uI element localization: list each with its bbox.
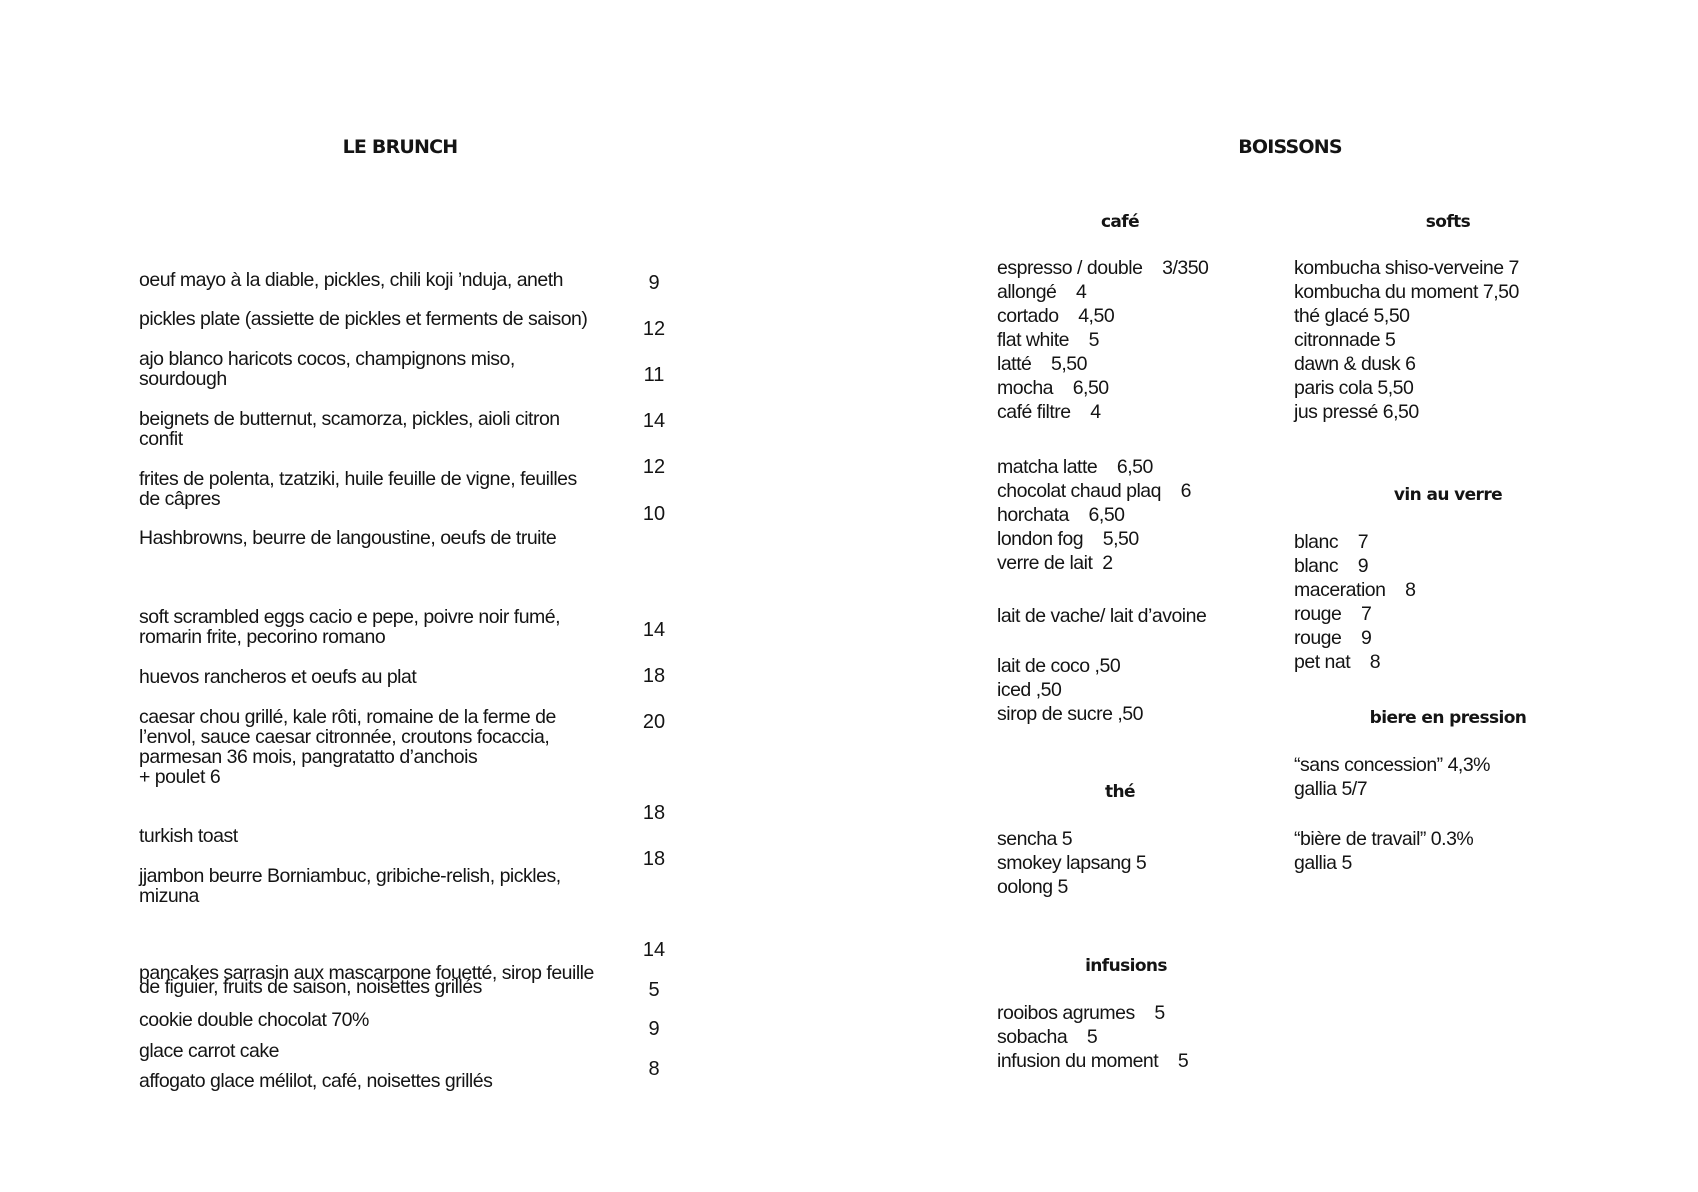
drink-line: café filtre 4	[997, 401, 1101, 423]
brunch-price: 14	[642, 619, 666, 641]
brunch-price: 11	[643, 364, 665, 386]
section-title-the: thé	[1105, 782, 1135, 802]
drink-line: kombucha shiso-verveine 7	[1294, 257, 1519, 279]
boissons-title: BOISSONS	[1238, 136, 1342, 158]
drink-line: verre de lait 2	[997, 552, 1113, 574]
brunch-item: cookie double chocolat 70%	[139, 1009, 369, 1031]
drink-line: london fog 5,50	[997, 528, 1139, 550]
drink-line: rouge 9	[1294, 627, 1372, 649]
drink-line: thé glacé 5,50	[1294, 305, 1410, 327]
brunch-item: beignets de butternut, scamorza, pickles, aioli citron confit	[139, 408, 560, 450]
brunch-item: pancakes sarrasin aux mascarpone fouetté, sirop feuille de figuier, fruits de saison, noisettes grillés	[139, 962, 594, 998]
brunch-price: 14	[642, 939, 666, 961]
brunch-title: LE BRUNCH	[342, 136, 458, 158]
cafe-list-2	[997, 455, 1191, 575]
brunch-item: jjambon beurre Borniambuc, gribiche-relish, pickles, mizuna	[139, 865, 561, 907]
cafe-list	[997, 256, 1208, 424]
drink-line: rooibos agrumes 5	[997, 1002, 1165, 1024]
brunch-price: 18	[642, 848, 666, 870]
drink-line: gallia 5/7	[1294, 778, 1368, 800]
brunch-price: 12	[642, 318, 666, 340]
drink-line: maceration 8	[1294, 579, 1416, 601]
brunch-item: pickles plate (assiette de pickles et ferments de saison)	[139, 308, 588, 330]
brunch-item: glace carrot cake	[139, 1040, 279, 1062]
brunch-item: frites de polenta, tzatziki, huile feuille de vigne, feuilles de câpres	[139, 468, 577, 510]
brunch-price: 12	[642, 456, 666, 478]
drink-line: sirop de sucre ,50	[997, 703, 1144, 725]
section-title-softs: softs	[1425, 212, 1471, 232]
drink-line: latté 5,50	[997, 353, 1087, 375]
drink-line: rouge 7	[1294, 603, 1372, 625]
drink-line: gallia 5	[1294, 852, 1352, 874]
the-list	[997, 827, 1146, 899]
brunch-price: 9	[648, 272, 660, 294]
drink-line: “sans concession” 4,3%	[1294, 754, 1491, 776]
softs-list	[1294, 256, 1519, 424]
drink-line: chocolat chaud plaq 6	[997, 480, 1191, 502]
drink-line: allongé 4	[997, 281, 1087, 303]
brunch-item: affogato glace mélilot, café, noisettes grillés	[139, 1070, 493, 1092]
brunch-item: Hashbrowns, beurre de langoustine, oeufs de truite	[139, 527, 557, 549]
drink-line: flat white 5	[997, 329, 1099, 351]
drink-line: blanc 9	[1294, 555, 1369, 577]
drink-line: espresso / double 3/350	[997, 257, 1209, 279]
drink-line: sencha 5	[997, 828, 1073, 850]
brunch-price: 9	[648, 1018, 660, 1040]
brunch-price: 18	[642, 802, 666, 824]
section-title-cafe: café	[1100, 212, 1140, 232]
brunch-price: 20	[642, 711, 666, 733]
drink-line: pet nat 8	[1294, 651, 1381, 673]
drink-line: lait de coco ,50	[997, 655, 1121, 677]
brunch-item: caesar chou grillé, kale rôti, romaine de la ferme de l’envol, sauce caesar citronnée, croutons focaccia, parmesan 36 mois, pangratatto d’anchois + poulet 6	[139, 706, 556, 788]
section-title-vin: vin au verre	[1393, 485, 1503, 505]
drink-line: iced ,50	[997, 679, 1062, 701]
brunch-item: soft scrambled eggs cacio e pepe, poivre noir fumé, romarin frite, pecorino romano	[139, 606, 561, 648]
drink-line: jus pressé 6,50	[1294, 401, 1419, 423]
biere-list	[1294, 753, 1490, 801]
biere-list-2	[1294, 827, 1473, 875]
drink-line: paris cola 5,50	[1294, 377, 1414, 399]
drink-line: lait de vache/ lait d’avoine	[997, 605, 1207, 627]
brunch-price: 5	[648, 979, 660, 1001]
brunch-item: ajo blanco haricots cocos, champignons miso, sourdough	[139, 348, 515, 390]
drink-line: smokey lapsang 5	[997, 852, 1147, 874]
brunch-item: huevos rancheros et oeufs au plat	[139, 666, 417, 688]
drink-line: “bière de travail” 0.3%	[1294, 828, 1474, 850]
brunch-item: turkish toast	[139, 825, 238, 847]
brunch-price: 14	[642, 410, 666, 432]
drink-line: horchata 6,50	[997, 504, 1125, 526]
brunch-price: 10	[642, 503, 666, 525]
brunch-item: oeuf mayo à la diable, pickles, chili koji ’nduja, aneth	[139, 269, 564, 291]
brunch-price: 8	[648, 1058, 660, 1080]
brunch-price: 18	[642, 665, 666, 687]
vin-list	[1294, 530, 1415, 674]
drink-line: dawn & dusk 6	[1294, 353, 1416, 375]
section-title-biere: biere en pression	[1369, 708, 1527, 728]
drink-line: matcha latte 6,50	[997, 456, 1153, 478]
drink-line: oolong 5	[997, 876, 1068, 898]
infusions-list	[997, 1001, 1188, 1073]
drink-line: cortado 4,50	[997, 305, 1115, 327]
drink-line: citronnade 5	[1294, 329, 1396, 351]
drink-line: kombucha du moment 7,50	[1294, 281, 1519, 303]
drink-line: sobacha 5	[997, 1026, 1098, 1048]
drink-line: blanc 7	[1294, 531, 1369, 553]
drink-line: mocha 6,50	[997, 377, 1109, 399]
cafe-list-3	[997, 654, 1143, 726]
drink-line: infusion du moment 5	[997, 1050, 1189, 1072]
section-title-infusions: infusions	[1085, 956, 1167, 976]
